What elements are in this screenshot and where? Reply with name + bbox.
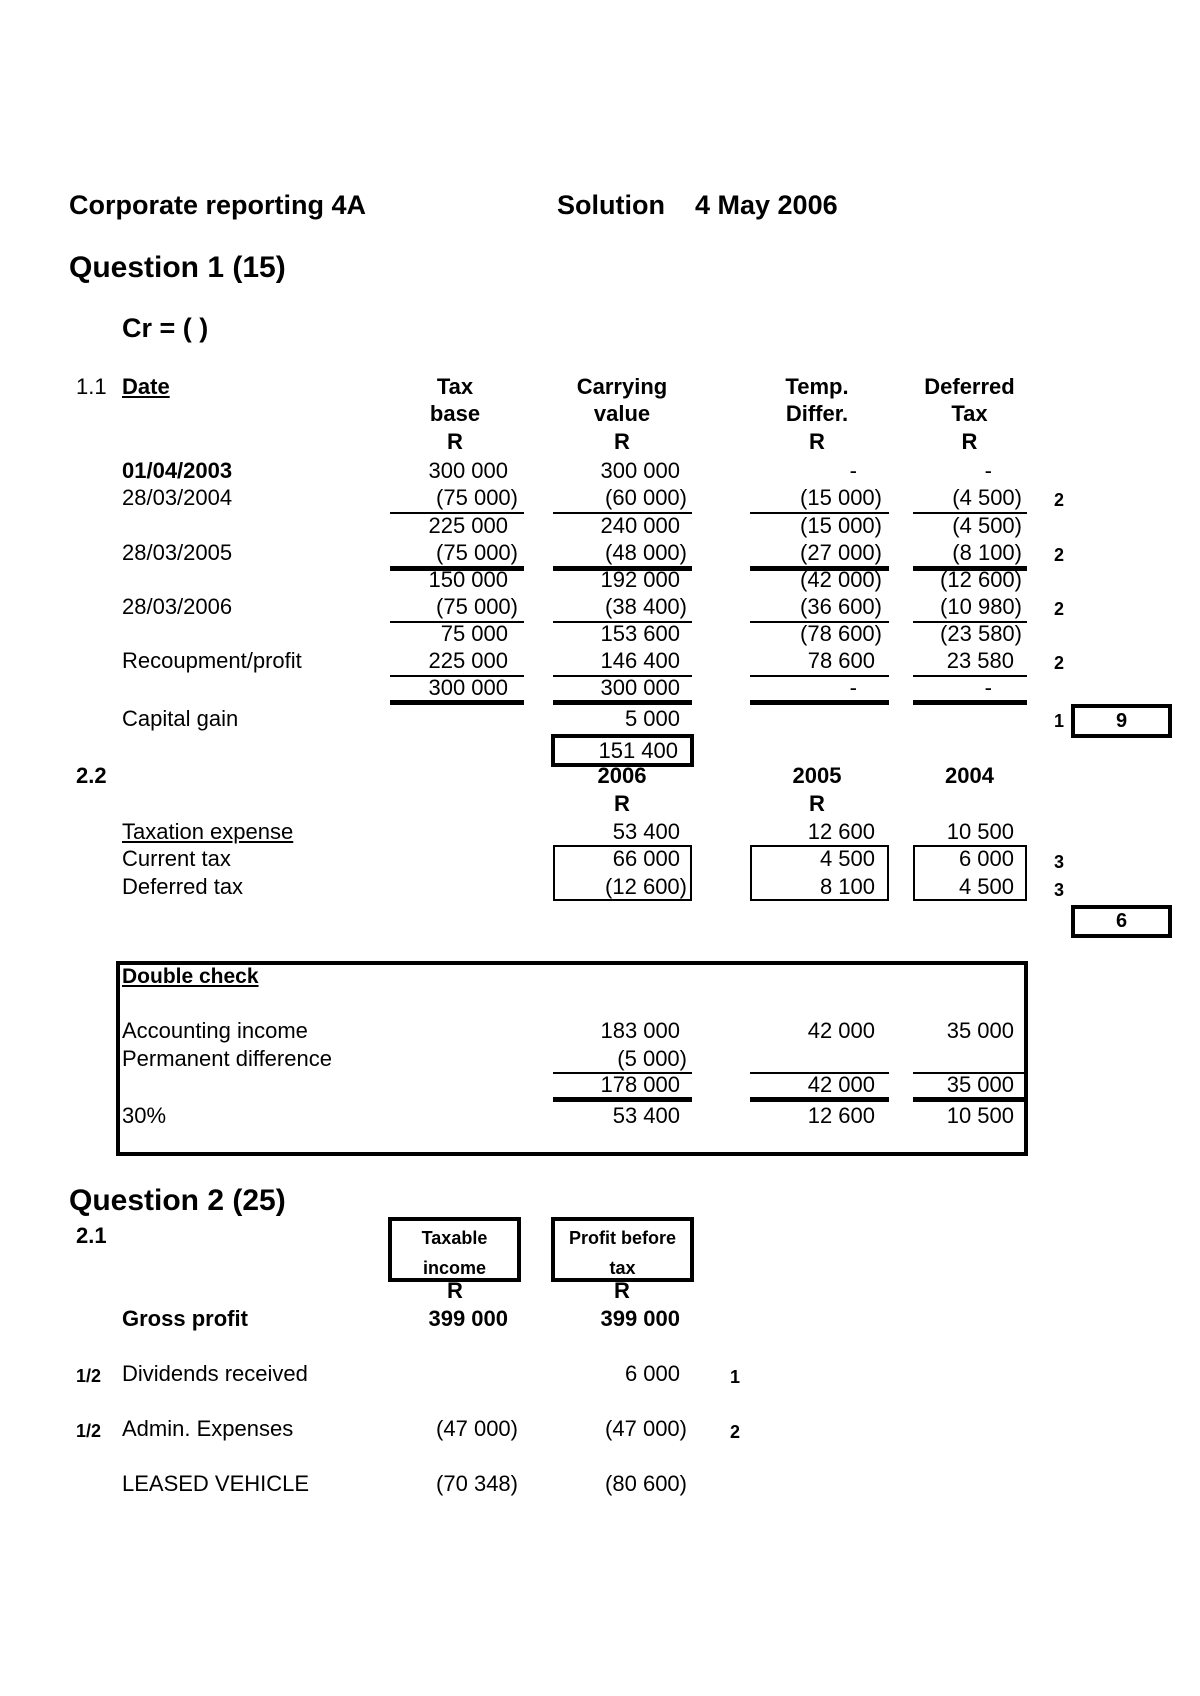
row-label: Recoupment/profit: [122, 648, 302, 673]
solution-label: Solution: [557, 190, 665, 220]
double-underline: [390, 700, 524, 705]
result-2005: 12 600: [807, 1103, 875, 1128]
profit-header-1: Profit before: [568, 1228, 676, 1248]
gross-profit-label: Gross profit: [122, 1306, 248, 1331]
taxable-header-1: Taxable: [421, 1228, 488, 1248]
col-deferred-header-2: Tax: [951, 401, 988, 426]
r-label: R: [809, 791, 825, 816]
current-tax-2006: 66 000: [612, 846, 680, 871]
mark: 1: [1054, 711, 1065, 731]
mark: 2: [730, 1422, 741, 1442]
section-total-box: 6: [1071, 905, 1172, 938]
year-2005: 2005: [792, 763, 842, 788]
col-carrying-header-1: Carrying: [576, 374, 668, 399]
mark: 2: [1054, 653, 1065, 673]
r-label: R: [614, 1278, 630, 1303]
profit-before-tax-header-box: [551, 1217, 694, 1282]
mark: 2: [1054, 490, 1065, 510]
tax-base-cell: 75 000: [440, 621, 508, 646]
col-carrying-header-r: R: [614, 429, 630, 454]
temp-cell: (27 000): [800, 540, 882, 565]
admin-expenses-label: Admin. Expenses: [122, 1416, 294, 1441]
admin-expenses-taxable: (47 000): [436, 1416, 518, 1441]
r-label: R: [447, 1278, 463, 1303]
double-underline: [913, 700, 1027, 705]
dividends-label: Dividends received: [122, 1361, 308, 1386]
carrying-cell: (38 400): [605, 594, 687, 619]
tax-base-cell: 225 000: [428, 513, 508, 538]
deferred-tax-2006: (12 600): [605, 874, 687, 899]
col-tax-base-header-r: R: [447, 429, 463, 454]
current-tax-2004: 6 000: [958, 846, 1014, 871]
mark: 3: [1054, 852, 1065, 872]
deferred-cell: -: [984, 675, 992, 700]
deferred-cell: (8 100): [952, 540, 1022, 565]
double-underline: [913, 1097, 1027, 1102]
mark: 2: [1054, 545, 1065, 565]
carrying-cell: (60 000): [605, 485, 687, 510]
part-2-2-number: 2.2: [76, 763, 107, 788]
temp-cell: 78 600: [807, 648, 875, 673]
carrying-cell: 300 000: [600, 675, 680, 700]
admin-expenses-profit: (47 000): [605, 1416, 687, 1441]
leased-vehicle-profit: (80 600): [605, 1471, 687, 1496]
accounting-income-label: Accounting income: [122, 1018, 308, 1043]
current-tax-label: Current tax: [122, 846, 231, 871]
mark: 1: [730, 1367, 741, 1387]
r-label: R: [614, 791, 630, 816]
tax-base-cell: 225 000: [428, 648, 508, 673]
gross-profit-profit: 399 000: [600, 1306, 680, 1331]
section-total-box: 9: [1071, 704, 1172, 738]
carrying-cell: (48 000): [605, 540, 687, 565]
result-2006: 53 400: [612, 1103, 680, 1128]
deferred-cell: 23 580: [946, 648, 1014, 673]
double-underline: [750, 1097, 889, 1102]
carrying-cell: 240 000: [600, 513, 680, 538]
temp-cell: (78 600): [800, 621, 882, 646]
deferred-cell: (23 580): [940, 621, 1022, 646]
temp-cell: -: [849, 458, 857, 483]
temp-cell: (36 600): [800, 594, 882, 619]
col-temp-header-2: Differ.: [785, 401, 849, 426]
deferred-tax-2005: 8 100: [819, 874, 875, 899]
profit-header-2: tax: [609, 1258, 636, 1278]
temp-cell: (42 000): [800, 567, 882, 592]
taxation-expense-label: Taxation expense: [122, 819, 294, 844]
tax-base-cell: (75 000): [436, 540, 518, 565]
double-underline: [553, 700, 692, 705]
row-label: 28/03/2006: [122, 594, 233, 619]
col-carrying-header-2: value: [593, 401, 651, 426]
result-2004: 10 500: [946, 1103, 1014, 1128]
double-underline: [553, 1097, 692, 1102]
deferred-cell: -: [984, 458, 992, 483]
subtotal-2005: 42 000: [807, 1072, 875, 1097]
leased-vehicle-label: LEASED VEHICLE: [122, 1471, 310, 1496]
permanent-difference-2006: (5 000): [617, 1046, 687, 1071]
boxed-total: 151 400: [551, 734, 694, 767]
deferred-tax-label: Deferred tax: [122, 874, 244, 899]
gross-profit-taxable: 399 000: [428, 1306, 508, 1331]
taxation-expense-2005: 12 600: [807, 819, 875, 844]
col-tax-base-header-2: base: [429, 401, 481, 426]
deferred-cell: (4 500): [952, 513, 1022, 538]
current-tax-2005: 4 500: [819, 846, 875, 871]
double-check-title: Double check: [122, 965, 259, 988]
part-2-1-number: 2.1: [76, 1223, 107, 1248]
deferred-cell: (4 500): [952, 485, 1022, 510]
year-2006: 2006: [597, 763, 647, 788]
taxable-income-header-box: [388, 1217, 521, 1282]
deferred-tax-2004: 4 500: [958, 874, 1014, 899]
capital-gain-label: Capital gain: [122, 706, 239, 731]
row-label: 28/03/2005: [122, 540, 233, 565]
temp-cell: -: [849, 675, 857, 700]
year-2004: 2004: [945, 763, 994, 788]
taxation-expense-2004: 10 500: [946, 819, 1014, 844]
course-title: Corporate reporting 4A: [69, 190, 367, 220]
capital-gain-value: 5 000: [624, 706, 680, 731]
col-date-header: Date: [122, 374, 170, 399]
carrying-cell: 153 600: [600, 621, 680, 646]
rate-label: 30%: [122, 1103, 167, 1128]
tax-base-cell: 300 000: [428, 458, 508, 483]
dividends-profit: 6 000: [624, 1361, 680, 1386]
tax-base-cell: 150 000: [428, 567, 508, 592]
document-date: 4 May 2006: [695, 190, 838, 220]
accounting-income-2006: 183 000: [600, 1018, 680, 1043]
tax-base-cell: (75 000): [436, 485, 518, 510]
credit-notation: Cr = ( ): [122, 313, 209, 343]
accounting-income-2005: 42 000: [807, 1018, 875, 1043]
deferred-cell: (12 600): [940, 567, 1022, 592]
col-temp-header-r: R: [809, 429, 825, 454]
deferred-cell: (10 980): [940, 594, 1022, 619]
leased-vehicle-taxable: (70 348): [436, 1471, 518, 1496]
temp-cell: (15 000): [800, 485, 882, 510]
row-prefix: 1/2: [76, 1366, 102, 1386]
question-2-title: Question 2 (25): [69, 1184, 286, 1217]
taxation-expense-2006: 53 400: [612, 819, 680, 844]
carrying-cell: 300 000: [600, 458, 680, 483]
col-deferred-header-1: Deferred: [924, 374, 1015, 399]
col-temp-header-1: Temp.: [785, 374, 849, 399]
temp-cell: (15 000): [800, 513, 882, 538]
permanent-difference-label: Permanent difference: [122, 1046, 332, 1071]
col-deferred-header-r: R: [961, 429, 978, 454]
carrying-cell: 146 400: [600, 648, 680, 673]
accounting-income-2004: 35 000: [946, 1018, 1014, 1043]
mark: 2: [1054, 599, 1065, 619]
mark: 3: [1054, 880, 1065, 900]
subtotal-2004: 35 000: [946, 1072, 1014, 1097]
double-underline: [750, 700, 889, 705]
part-1-1-number: 1.1: [76, 374, 107, 399]
carrying-cell: 192 000: [600, 567, 680, 592]
question-1-title: Question 1 (15): [69, 251, 286, 284]
row-prefix: 1/2: [76, 1421, 102, 1441]
row-label: 28/03/2004: [122, 485, 233, 510]
col-tax-base-header-1: Tax: [436, 374, 474, 399]
tax-base-cell: (75 000): [436, 594, 518, 619]
tax-base-cell: 300 000: [428, 675, 508, 700]
subtotal-2006: 178 000: [600, 1072, 680, 1097]
row-label: 01/04/2003: [122, 458, 233, 483]
taxable-header-2: income: [422, 1258, 487, 1278]
